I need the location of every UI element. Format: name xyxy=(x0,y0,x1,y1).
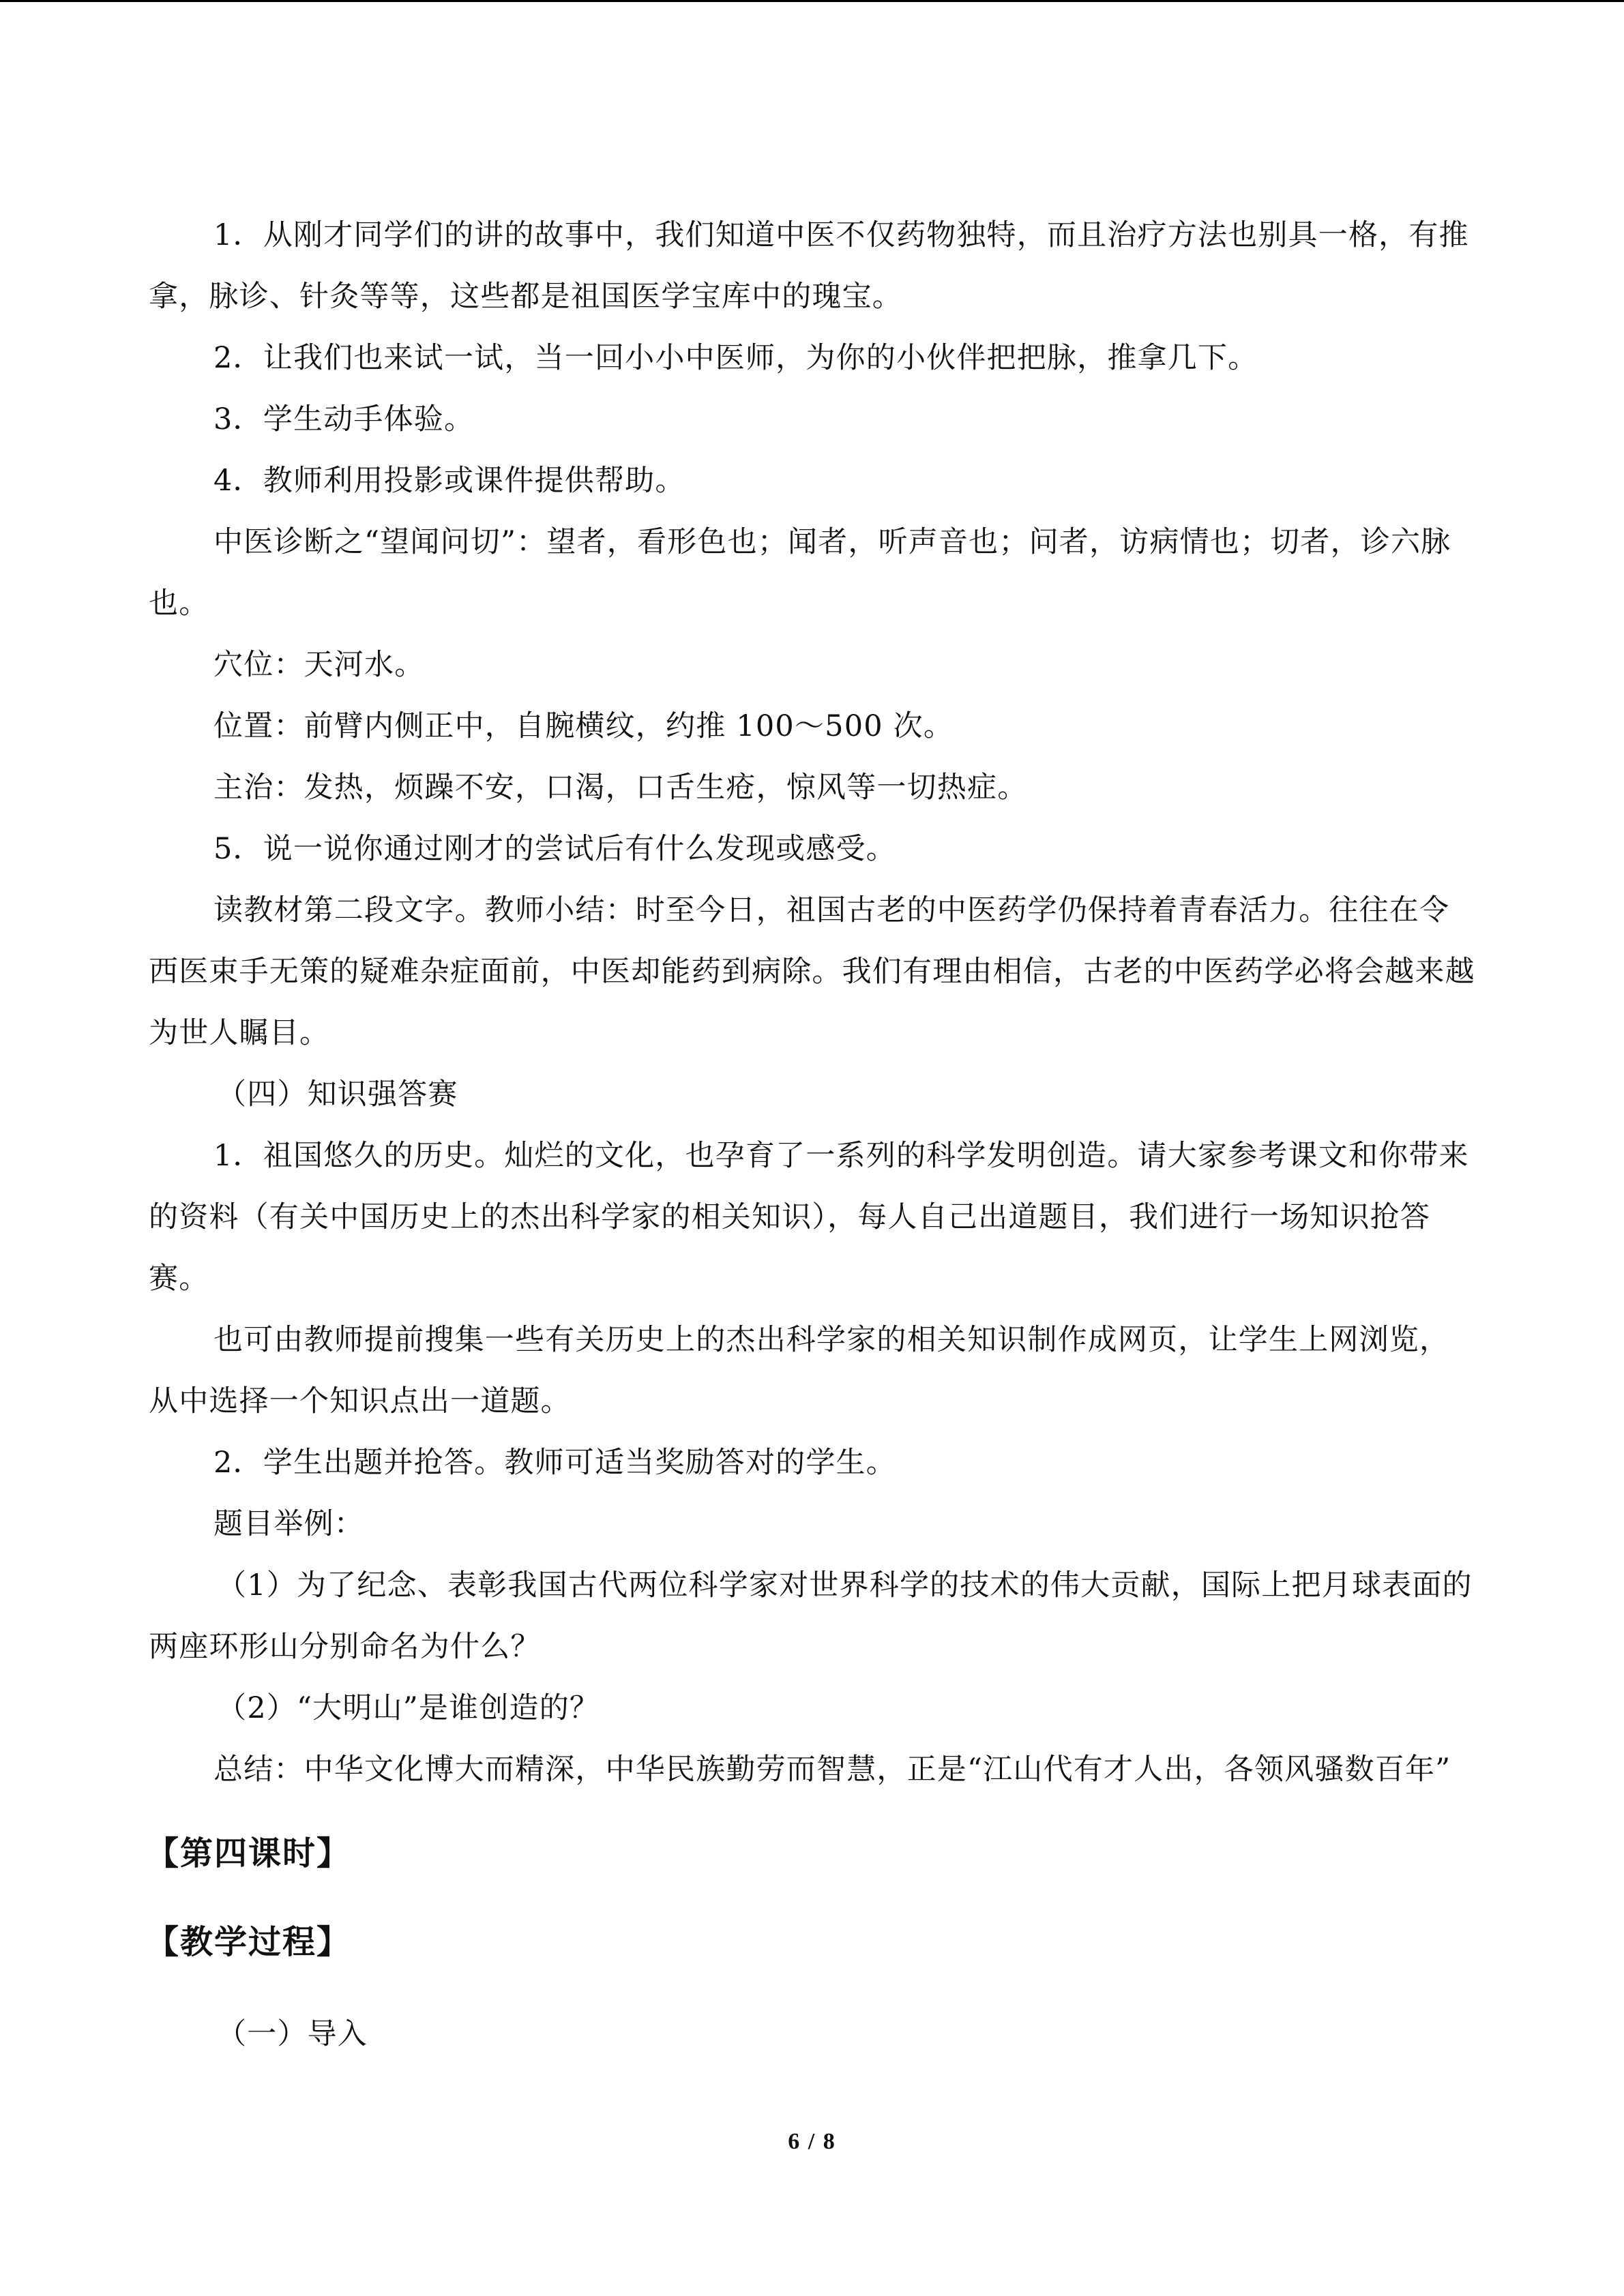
paragraph-5: 5．说一说你通过刚才的尝试后有什么发现或感受。 xyxy=(213,832,896,866)
paragraph-3: 3．学生动手体验。 xyxy=(213,402,475,436)
paragraph-4: 4．教师利用投影或课件提供帮助。 xyxy=(213,464,685,498)
section-knowledge-quiz: （四）知识强答赛 xyxy=(217,1077,458,1112)
document-page-body xyxy=(146,205,1479,2065)
top-border-rule xyxy=(0,0,1624,2)
paragraph-example-1: （1）为了纪念、表彰我国古代两位科学家对世界科学的技术的伟大贡献，国际上把月球表面的两座环形山分别命名为什么？ xyxy=(149,1568,1473,1664)
heading-lesson-four: 【第四课时】 xyxy=(146,1834,351,1873)
paragraph-quiz-2: 2．学生出题并抢答。教师可适当奖励答对的学生。 xyxy=(213,1446,896,1480)
paragraph-examples-label: 题目举例： xyxy=(213,1507,364,1541)
paragraph-summary-tcm: 读教材第二段文字。教师小结：时至今日，祖国古老的中医药学仍保持着青春活力。往往在令西医束手无策的疑难杂症面前，中医却能药到病除。我们有理由相信，古老的中医药学必将会越来越为世人瞩目。 xyxy=(149,893,1475,1050)
paragraph-2: 2．让我们也来试一试，当一回小小中医师，为你的小伙伴把把脉，推拿几下。 xyxy=(213,341,1258,375)
paragraph-quiz-1: 1．祖国悠久的历史。灿烂的文化，也孕育了一系列的科学发明创造。请大家参考课文和你带来的资料（有关中国历史上的杰出科学家的相关知识），每人自己出道题目，我们进行一场知识抢答赛。 xyxy=(149,1139,1469,1296)
paragraph-indication: 主治：发热，烦躁不安，口渴，口舌生疮，惊风等一切热症。 xyxy=(213,771,1028,805)
paragraph-diagnosis: 中医诊断之“望闻问切”：望者，看形色也；闻者，听声音也；问者，访病情也；切者，诊六脉也。 xyxy=(149,525,1451,621)
paragraph-conclusion: 总结：中华文化博大而精深，中华民族勤劳而智慧，正是“江山代有才人出，各领风骚数百年” xyxy=(213,1753,1451,1787)
paragraph-position: 位置：前臂内侧正中，自腕横纹，约推 100～500 次。 xyxy=(213,709,954,743)
section-introduction: （一）导入 xyxy=(217,2017,368,2051)
paragraph-quiz-web: 也可由教师提前搜集一些有关历史上的杰出科学家的相关知识制作成网页，让学生上网浏览，从中选择一个知识点出一道题。 xyxy=(149,1323,1450,1418)
paragraph-acupoint: 穴位：天河水。 xyxy=(213,648,425,682)
paragraph-example-2: （2）“大明山”是谁创造的？ xyxy=(217,1691,600,1725)
heading-teaching-process: 【教学过程】 xyxy=(146,1923,351,1961)
page-number: 6 / 8 xyxy=(788,2129,836,2154)
paragraph-1: 1．从刚才同学们的讲的故事中，我们知道中医不仅药物独特，而且治疗方法也别具一格，有推拿，脉诊、针灸等等，这些都是祖国医学宝库中的瑰宝。 xyxy=(149,218,1469,314)
